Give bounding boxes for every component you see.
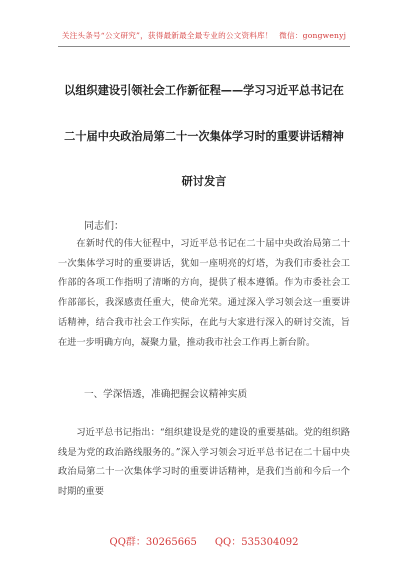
- body-paragraph-2: 习近平总书记指出：“组织建设是党的建设的重要基础。党的组织路线是为党的政治路线服务的。”深入学习领会习近平总书记在二十届中央政治局第二十一次集体学习时的重要讲话精神，是我们当前和今后一个时期的重要: [58, 427, 350, 498]
- section-heading-1: 一、学深悟透，准确把握会议精神实质: [84, 389, 248, 400]
- footer-contact: [0, 533, 408, 548]
- header-banner-wechat: 微信：gongwenyj: [279, 31, 347, 40]
- header-banner: [0, 30, 408, 41]
- footer-qq: QQ：535304092: [214, 537, 299, 548]
- body-paragraph-1: 在新时代的伟大征程中，习近平总书记在二十届中央政治局第二十一次集体学习时的重要讲话，犹如一座明亮的灯塔，为我们市委社会工作部的各项工作指明了清晰的方向，提供了根本遵循。作为市委社会工作部部长，我深感责任重大，使命光荣。通过深入学习领会这一重要讲话精神，结合我市社会工作实际，在此与大家进行深入的研讨交流，旨在进一步明确方向，凝聚力量，推动我市社会工作再上新台阶。: [58, 238, 350, 348]
- salutation: 同志们：: [84, 221, 124, 232]
- footer-qq-group: QQ群：30265665: [109, 537, 197, 548]
- header-divider: [58, 46, 350, 47]
- document-title-line-1: 以组织建设引领社会工作新征程——学习习近平总书记在: [64, 84, 344, 97]
- header-banner-promo: 关注头条号“公文研究”，获得最新最全最专业的公文资料库！: [61, 31, 273, 40]
- document-title-line-2: 二十届中央政治局第二十一次集体学习时的重要讲话精神: [64, 130, 344, 143]
- document-subtitle: 研讨发言: [181, 175, 227, 188]
